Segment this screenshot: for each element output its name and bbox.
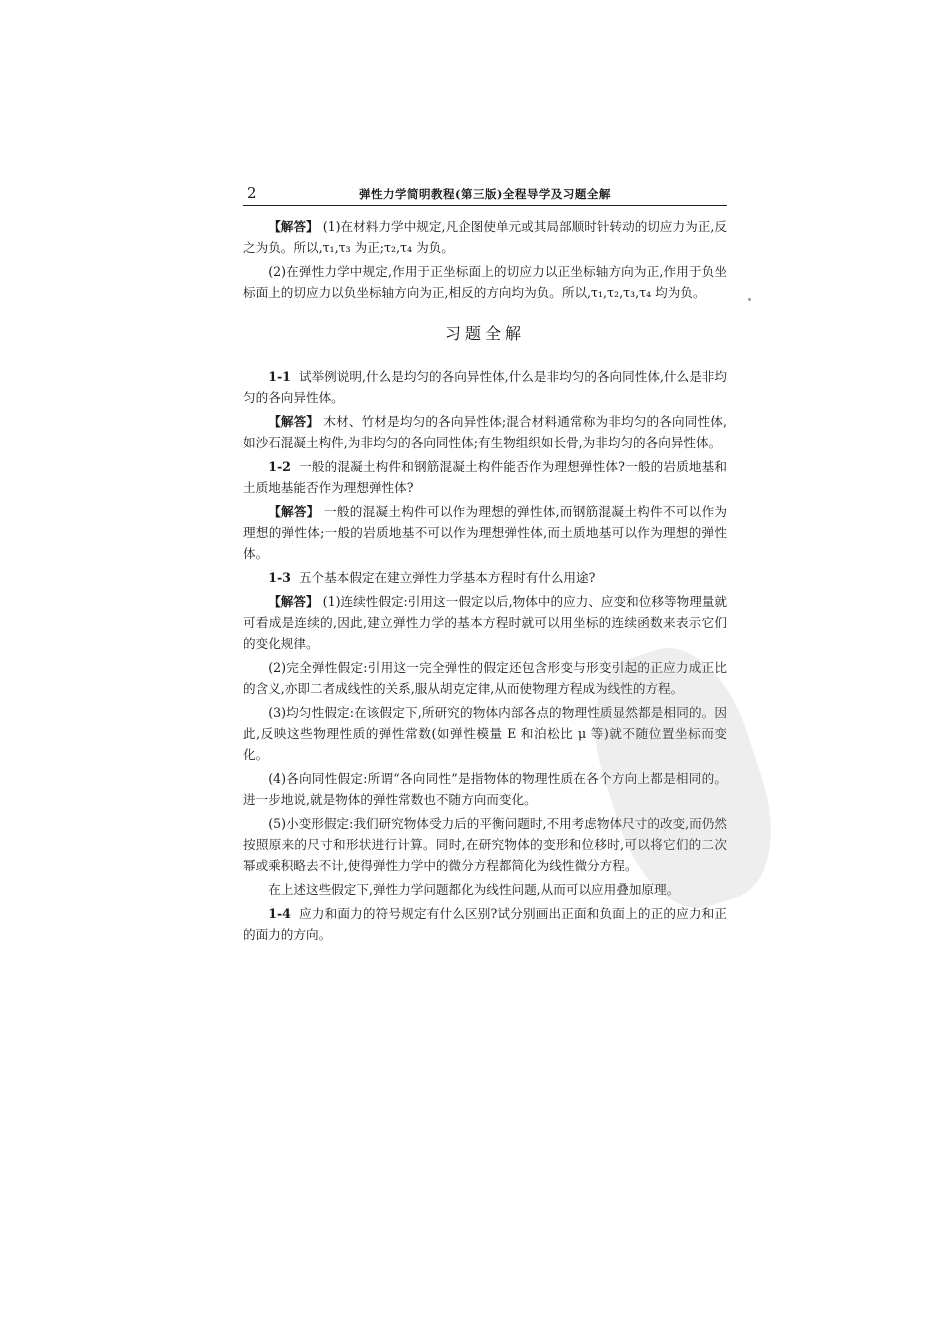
question-text: 五个基本假定在建立弹性力学基本方程时有什么用途? [298, 570, 596, 585]
intro-answer-text-1: (1)在材料力学中规定,凡企图使单元或其局部顺时针转动的切应力为正,反之为负。所以,τ₁,τ₃ 为正;τ₂,τ₄ 为负。 [243, 219, 727, 255]
question-text: 试举例说明,什么是均匀的各向异性体,什么是非均匀的各向同性体,什么是非均匀的各向异性体。 [243, 369, 727, 405]
answer-1-3-conclusion: 在上述这些假定下,弹性力学问题都化为线性问题,从而可以应用叠加原理。 [268, 882, 680, 897]
question-number: 1-2 [268, 459, 291, 474]
answer-1-1 [243, 411, 727, 453]
answer-tag: 【解答】 [268, 504, 320, 519]
answer-text: (1)连续性假定:引用这一假定以后,物体中的应力、应变和位移等物理量就可看成是连续的,因此,建立弹性力学的基本方程时就可以用坐标的连续函数来表示它们的变化规律。 [243, 594, 727, 651]
running-title: 弹性力学简明教程(第三版)全程导学及习题全解 [359, 187, 611, 201]
page-body [243, 216, 727, 948]
running-header [243, 183, 727, 206]
question-1-1 [243, 366, 727, 408]
question-number: 1-3 [268, 570, 291, 585]
question-text: 一般的混凝土构件和钢筋混凝土构件能否作为理想弹性体?一般的岩质地基和土质地基能否作为理想弹性体? [243, 459, 727, 495]
answer-1-3-part-4: (4)各向同性假定:所谓“各向同性”是指物体的物理性质在各个方向上都是相同的。进一步地说,就是物体的弹性常数也不随方向而变化。 [243, 771, 727, 807]
answer-tag: 【解答】 [268, 594, 319, 609]
answer-text: 木材、竹材是均匀的各向异性体;混合材料通常称为非均匀的各向同性体,如沙石混凝土构件,为非均匀的各向同性体;有生物组织如长骨,为非均匀的各向异性体。 [243, 414, 727, 450]
page-number: 2 [247, 184, 257, 202]
section-title: 习题全解 [444, 324, 525, 343]
answer-1-3-part-5: (5)小变形假定:我们研究物体受力后的平衡问题时,不用考虑物体尺寸的改变,而仍然按照原来的尺寸和形状进行计算。同时,在研究物体的变形和位移时,可以将它们的二次幂或乘积略去不计,使得弹性力学中的微分方程都简化为线性微分方程。 [243, 816, 727, 873]
answer-1-3-part-2: (2)完全弹性假定:引用这一完全弹性的假定还包含形变与形变引起的正应力成正比的含义,亦即二者成线性的关系,服从胡克定律,从而使物理方程成为线性的方程。 [243, 660, 727, 696]
intro-answer-paragraph-1 [243, 216, 727, 258]
question-text: 应力和面力的符号规定有什么区别?试分别画出正面和负面上的正的应力和正的面力的方向。 [243, 906, 727, 942]
question-1-3 [243, 567, 727, 588]
answer-1-3-part-3: (3)均匀性假定:在该假定下,所研究的物体内部各点的物理性质显然都是相同的。因此,反映这些物理性质的弹性常数(如弹性模量 E 和泊松比 μ 等)就不随位置坐标而变化。 [243, 705, 727, 762]
answer-text: 一般的混凝土构件可以作为理想的弹性体,而钢筋混凝土构件不可以作为理想的弹性体;一般的岩质地基不可以作为理想弹性体,而土质地基可以作为理想的弹性体。 [243, 504, 727, 561]
question-1-2 [243, 456, 727, 498]
answer-1-2 [243, 501, 727, 564]
answer-tag: 【解答】 [268, 414, 320, 429]
intro-answer-paragraph-2: (2)在弹性力学中规定,作用于正坐标面上的切应力以正坐标轴方向为正,作用于负坐标面上的切应力以负坐标轴方向为正,相反的方向均为负。所以,τ₁,τ₂,τ₃,τ₄ 均为负。 [243, 264, 727, 300]
answer-1-3-part-1 [243, 591, 727, 654]
question-number: 1-1 [268, 369, 291, 384]
question-number: 1-4 [268, 906, 291, 921]
answer-tag: 【解答】 [268, 219, 319, 234]
question-1-4 [243, 903, 727, 945]
margin-speck [748, 298, 751, 301]
